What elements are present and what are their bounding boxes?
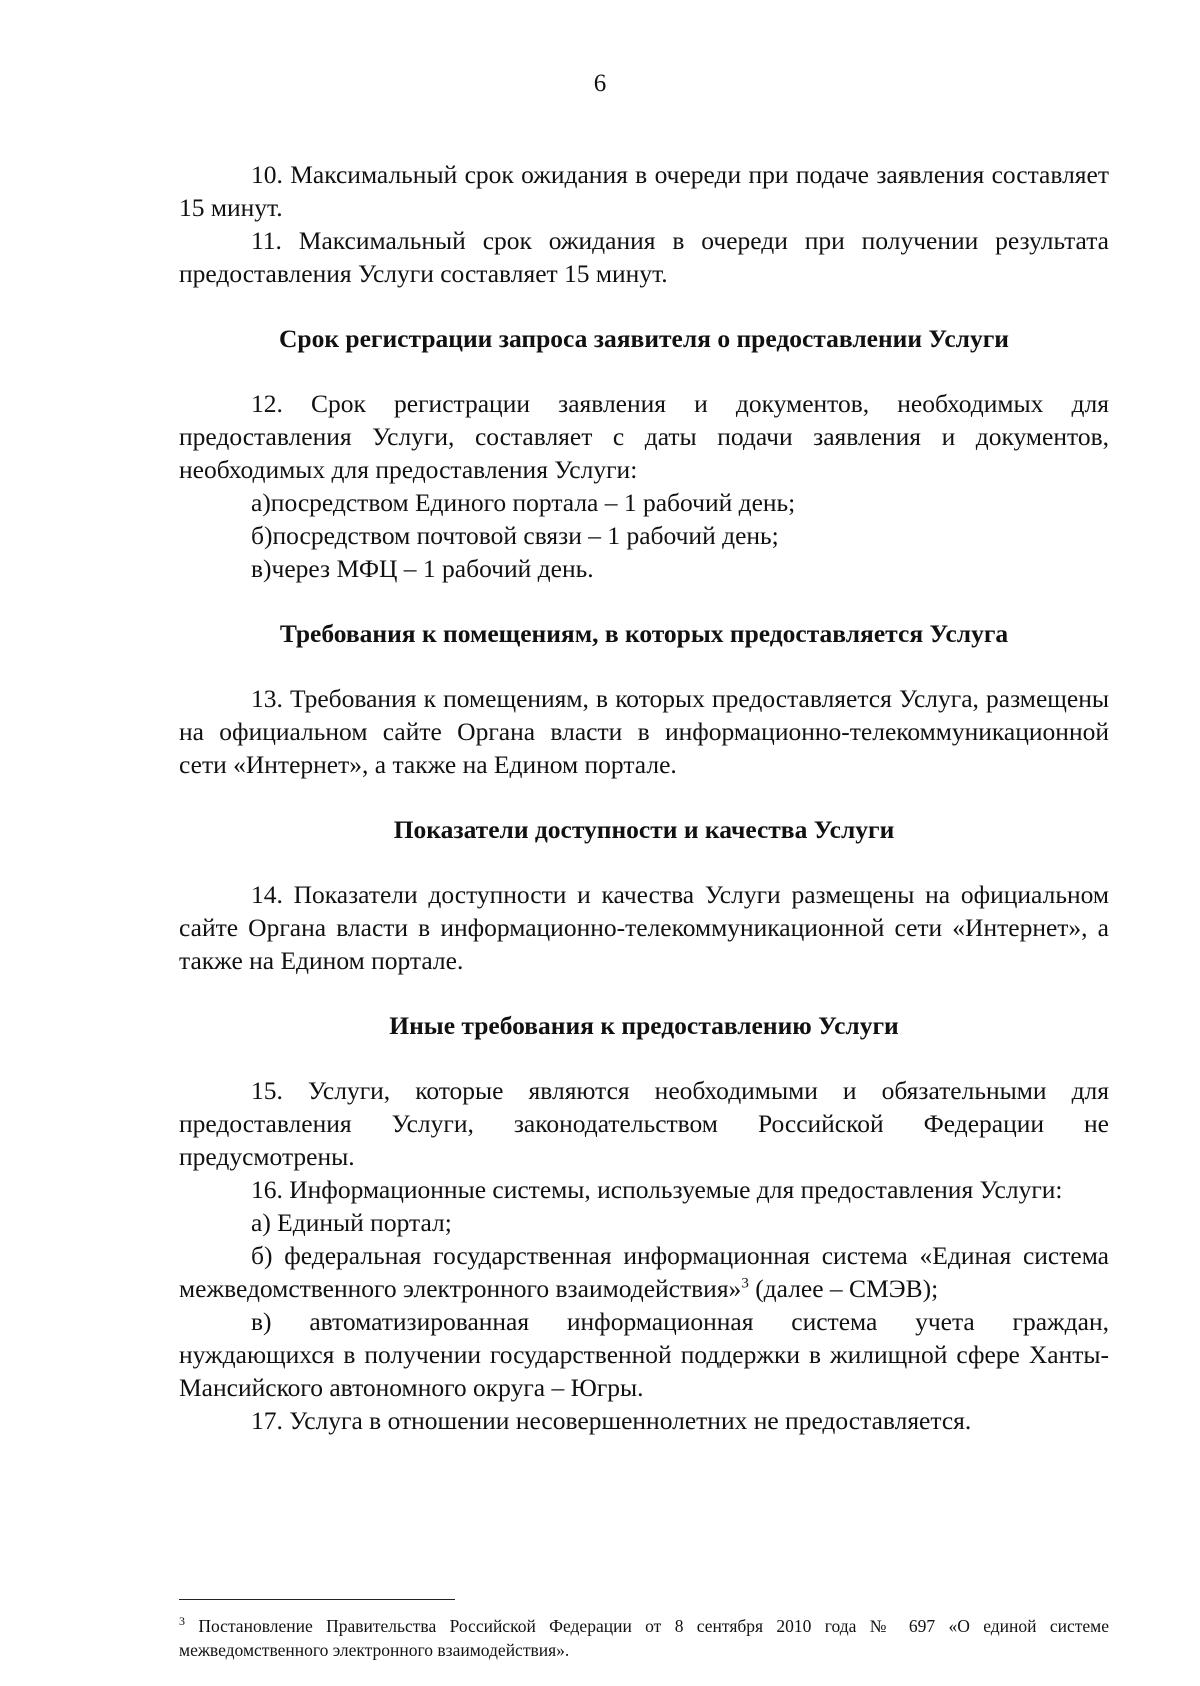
paragraph-15: 15. Услуги, которые являются необходимыми и обязательными для предоставления Услуги, законодательством Российской Федерации не предусмотрены. — [179, 1076, 1109, 1171]
footnote-divider — [179, 1599, 455, 1600]
paragraph-16: 16. Информационные системы, используемые для предоставления Услуги: — [251, 1175, 1063, 1204]
footnote-text: Постановление Правительства Российской Федерации от 8 сентября 2010 года № 697 «О единой системе межведомственного электронного взаимодействия». — [179, 1616, 1109, 1660]
paragraph-11: 11. Максимальный срок ожидания в очереди при получении результата предоставления Услуги составляет 15 минут. — [179, 226, 1109, 288]
paragraph-12-item-a: а)посредством Единого портала – 1 рабочий день; — [251, 488, 796, 517]
paragraph-12-item-b: б)посредством почтовой связи – 1 рабочий день; — [251, 521, 779, 550]
section-heading-registration: Срок регистрации запроса заявителя о предоставлении Услуги — [279, 324, 1009, 353]
paragraph-16-item-b — [179, 1239, 1109, 1305]
paragraph-17: 17. Услуга в отношении несовершеннолетних не предоставляется. — [251, 1406, 972, 1435]
paragraph-13: 13. Требования к помещениям, в которых предоставляется Услуга, размещены на официальном сайте Органа власти в информационно-телекоммуникационной сети «Интернет», а также на Едином портале. — [179, 684, 1109, 779]
paragraph-10: 10. Максимальный срок ожидания в очереди при подаче заявления составляет 15 минут. — [179, 160, 1109, 222]
page-number: 6 — [593, 70, 607, 97]
paragraph-16-item-b-text: б) федеральная государственная информационная система «Единая система межведомственного электронного взаимодействия» — [179, 1241, 1109, 1303]
paragraph-14: 14. Показатели доступности и качества Услуги размещены на официальном сайте Органа власти в информационно-телекоммуникационной сети «Интернет», а также на Едином портале. — [179, 880, 1109, 975]
section-heading-availability: Показатели доступности и качества Услуги — [393, 815, 895, 844]
footnote-reference[interactable]: 3 — [741, 1275, 749, 1292]
section-heading-premises: Требования к помещениям, в которых предоставляется Услуга — [279, 619, 1009, 648]
paragraph-12-item-c: в)через МФЦ – 1 рабочий день. — [251, 554, 594, 583]
paragraph-16-item-a: а) Единый портал; — [251, 1208, 452, 1237]
document-body — [179, 158, 1109, 1437]
paragraph-16-item-b-tail: (далее – СМЭВ); — [755, 1274, 939, 1303]
paragraph-12: 12. Срок регистрации заявления и документов, необходимых для предоставления Услуги, составляет с даты подачи заявления и документов, необходимых для предоставления Услуги: — [179, 389, 1109, 484]
paragraph-16-item-c: в) автоматизированная информационная система учета граждан, нуждающихся в получении государственной поддержки в жилищной сфере Ханты-Мансийского автономного округа – Югры. — [179, 1307, 1109, 1402]
footnote — [179, 1614, 1109, 1662]
section-heading-other-requirements: Иные требования к предоставлению Услуги — [389, 1011, 899, 1040]
footnote-mark: 3 — [179, 1614, 185, 1629]
